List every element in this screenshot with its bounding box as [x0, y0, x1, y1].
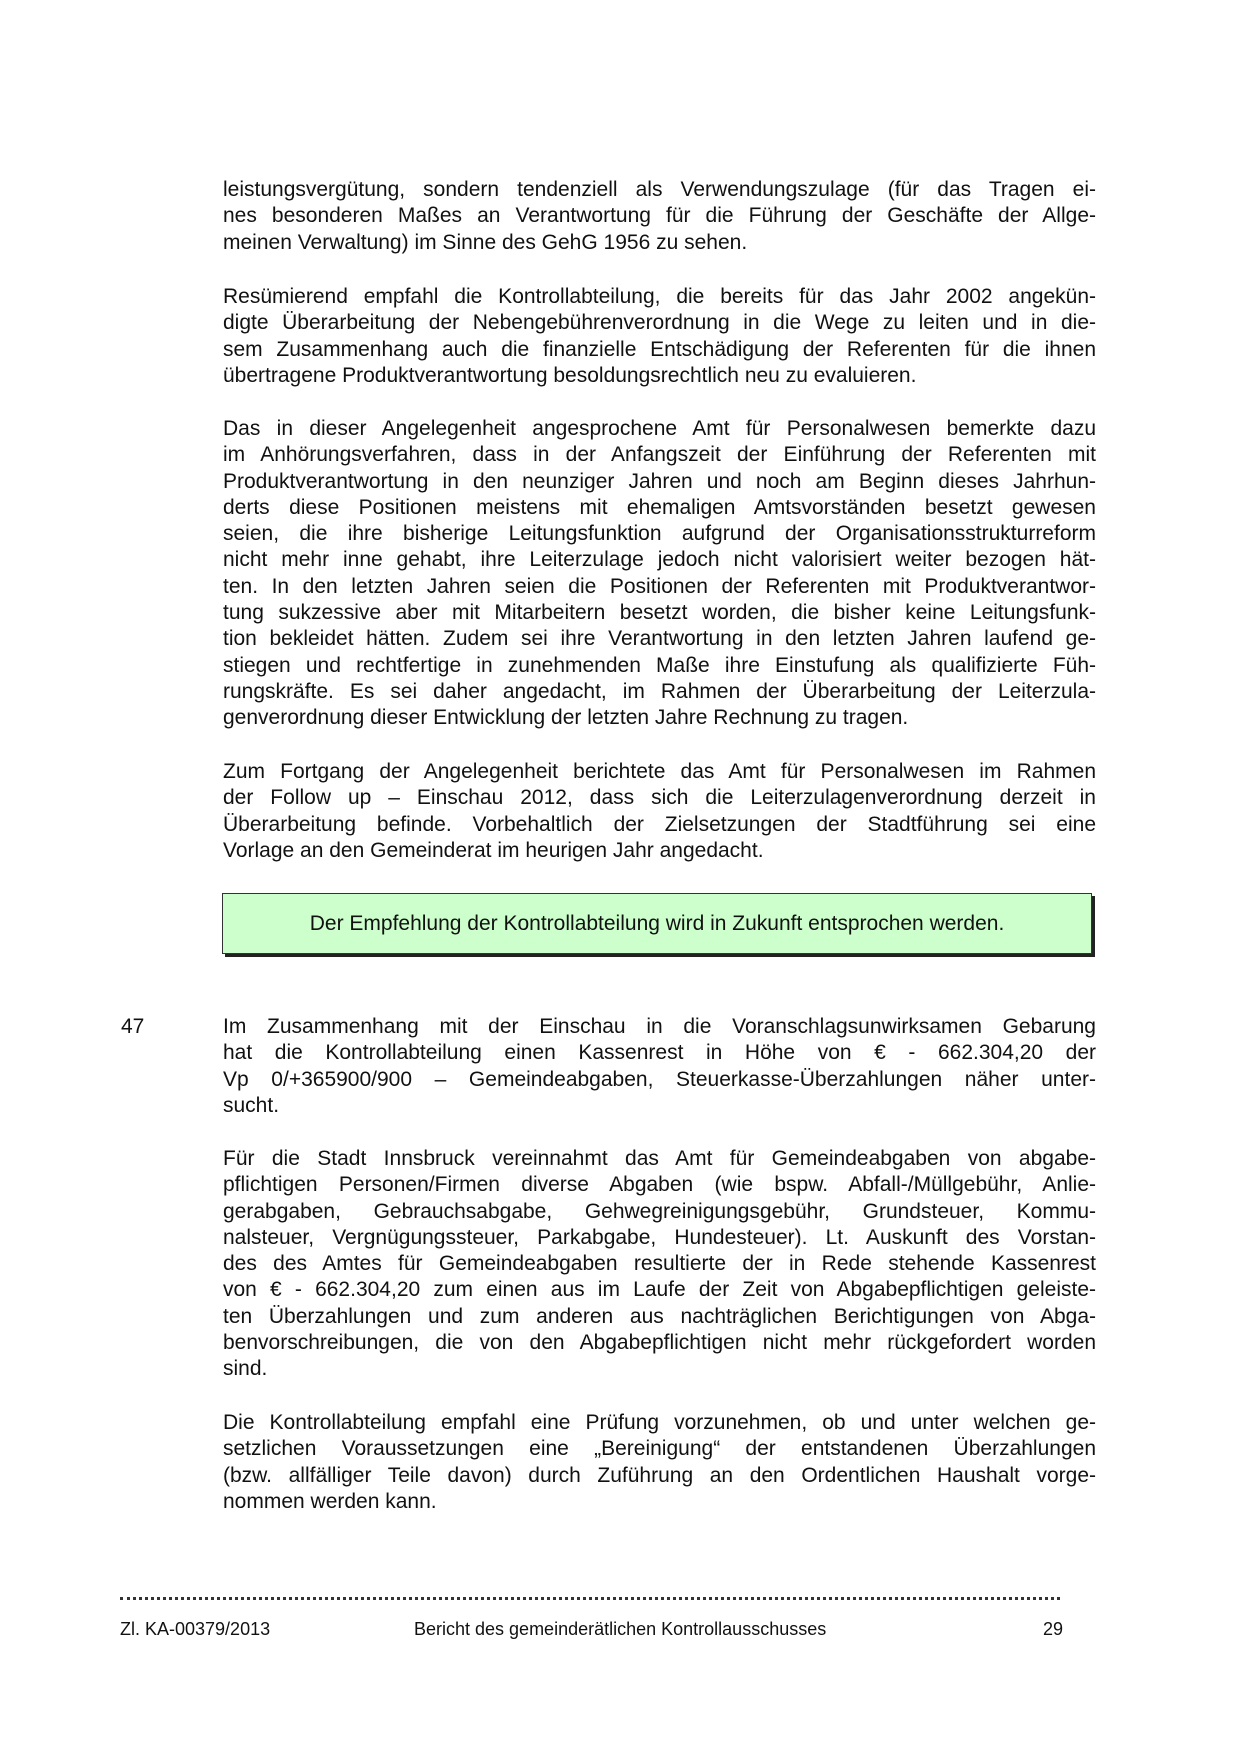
footer-divider	[120, 1597, 1060, 1604]
text-line: Zum Fortgang der Angelegenheit berichtete das Amt für Personalwesen im Rahmen	[223, 760, 1096, 783]
paragraph-4	[223, 759, 1096, 864]
text-line: genverordnung dieser Entwicklung der letzten Jahre Rechnung zu tragen.	[223, 706, 909, 730]
text-line: stiegen und rechtfertige in zunehmenden Maße ihre Einstufung als qualifizierte Füh-	[223, 653, 1096, 677]
text-line: Vp 0/+365900/900 – Gemeindeabgaben, Steuerkasse-Überzahlungen näher unter-	[223, 1067, 1096, 1091]
text-line: tung sukzessive aber mit Mitarbeitern besetzt worden, die bisher keine Leitungsfunk-	[223, 601, 1096, 625]
text-line: setzlichen Voraussetzungen eine „Bereinigung“ der entstandenen Überzahlungen	[223, 1437, 1096, 1461]
paragraph-1	[223, 177, 1096, 256]
paragraph-3	[223, 416, 1096, 732]
text-line: Produktverantwortung in den neunziger Jahren und noch am Beginn dieses Jahrhun-	[223, 469, 1096, 493]
text-line: ten. In den letzten Jahren seien die Positionen der Referenten mit Produktverantwor-	[223, 574, 1096, 598]
text-line: digte Überarbeitung der Nebengebührenverordnung in die Wege zu leiten und in die-	[223, 311, 1096, 335]
text-line: des des Amtes für Gemeindeabgaben resultierte der in Rede stehende Kassenrest	[223, 1252, 1096, 1276]
text-line: pflichtigen Personen/Firmen diverse Abgaben (wie bspw. Abfall-/Müllgebühr, Anlie-	[223, 1173, 1096, 1197]
text-line: Das in dieser Angelegenheit angesprochene Amt für Personalwesen bemerkte dazu	[223, 417, 1096, 440]
recommendation-callout	[222, 893, 1092, 954]
text-line: sind.	[223, 1357, 268, 1381]
text-line: ten Überzahlungen und zum anderen aus nachträglichen Berichtigungen von Abga-	[223, 1304, 1096, 1328]
callout-text: Der Empfehlung der Kontrollabteilung wird in Zukunft entsprochen werden.	[309, 911, 1005, 935]
text-line: tion bekleidet hätten. Zudem sei ihre Verantwortung in den letzten Jahren laufend ge-	[223, 627, 1096, 651]
text-line: nommen werden kann.	[223, 1489, 437, 1513]
text-line: hat die Kontrollabteilung einen Kassenrest in Höhe von € - 662.304,20 der	[223, 1041, 1096, 1065]
text-line: Die Kontrollabteilung empfahl eine Prüfung vorzunehmen, ob und unter welchen ge-	[223, 1411, 1096, 1434]
text-line: leistungsvergütung, sondern tendenziell als Verwendungszulage (für das Tragen ei-	[223, 178, 1096, 201]
text-line: gerabgaben, Gebrauchsabgabe, Gehwegreinigungsgebühr, Grundsteuer, Kommu-	[223, 1199, 1096, 1223]
text-line: meinen Verwaltung) im Sinne des GehG 1956 zu sehen.	[223, 230, 748, 254]
text-line: Für die Stadt Innsbruck vereinnahmt das Amt für Gemeindeabgaben von abgabe-	[223, 1147, 1096, 1170]
text-line: nes besonderen Maßes an Verantwortung für die Führung der Geschäfte der Allge-	[223, 204, 1096, 228]
text-line: Überarbeitung befinde. Vorbehaltlich der Zielsetzungen der Stadtführung sei eine	[223, 812, 1096, 836]
text-line: rungskräfte. Es sei daher angedacht, im Rahmen der Überarbeitung der Leiterzula-	[223, 679, 1096, 703]
text-line: Resümierend empfahl die Kontrollabteilung, die bereits für das Jahr 2002 angekün-	[223, 285, 1096, 308]
text-line: Vorlage an den Gemeinderat im heurigen Jahr angedacht.	[223, 838, 764, 862]
text-line: benvorschreibungen, die von den Abgabepflichtigen nicht mehr rückgefordert worden	[223, 1331, 1096, 1355]
text-line: seien, die ihre bisherige Leitungsfunktion aufgrund der Organisationsstrukturreform	[223, 522, 1096, 546]
text-line: im Anhörungsverfahren, dass in der Anfangszeit der Einführung der Referenten mit	[223, 443, 1096, 467]
paragraph-7	[223, 1410, 1096, 1515]
paragraph-2	[223, 284, 1096, 389]
page-number: 29	[1043, 1619, 1064, 1639]
text-line: nalsteuer, Vergnügungssteuer, Parkabgabe, Hundesteuer). Lt. Auskunft des Vorstan-	[223, 1225, 1096, 1249]
text-line: Im Zusammenhang mit der Einschau in die Voranschlagsunwirksamen Gebarung	[223, 1015, 1096, 1038]
text-line: der Follow up – Einschau 2012, dass sich die Leiterzulagenverordnung derzeit in	[223, 786, 1096, 810]
text-line: derts diese Positionen meistens mit ehemaligen Amtsvorständen besetzt gewesen	[223, 495, 1096, 519]
text-line: (bzw. allfälliger Teile davon) durch Zuführung an den Ordentlichen Haushalt vorge-	[223, 1463, 1096, 1487]
text-line: übertragene Produktverantwortung besoldungsrechtlich neu zu evaluieren.	[223, 363, 917, 387]
footer-reference: Zl. KA-00379/2013	[120, 1619, 271, 1639]
paragraph-6	[223, 1146, 1096, 1383]
section-number: 47	[121, 1015, 145, 1038]
text-line: sucht.	[223, 1093, 280, 1117]
text-line: nicht mehr inne gehabt, ihre Leiterzulage jedoch nicht valorisiert weiter bezogen hät-	[223, 548, 1096, 572]
text-line: sem Zusammenhang auch die finanzielle Entschädigung der Referenten für die ihnen	[223, 337, 1096, 361]
text-line: von € - 662.304,20 zum einen aus im Laufe der Zeit von Abgabepflichtigen geleiste-	[223, 1278, 1096, 1302]
footer-title: Bericht des gemeinderätlichen Kontrollausschusses	[414, 1619, 827, 1639]
paragraph-5	[223, 1014, 1096, 1119]
